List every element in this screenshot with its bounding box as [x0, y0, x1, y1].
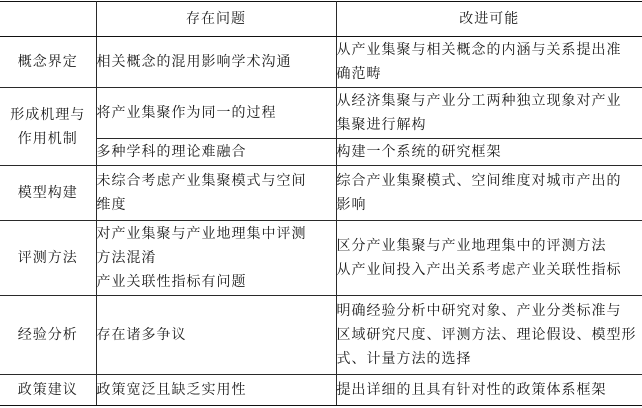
improvement-line: 明确经验分析中研究对象、产业分类标准与 — [336, 303, 622, 319]
header-improvements: 改进可能 — [336, 2, 642, 37]
improvement-line: 集聚进行解构 — [336, 117, 427, 133]
improvement-line: 从产业间投入产出关系考虑产业关联性指标 — [336, 262, 622, 278]
improvement-line: 综合产业集聚模式、空间维度对城市产出的 — [336, 173, 622, 189]
improvement-cell — [336, 296, 642, 375]
improvement-cell — [336, 166, 642, 221]
row-category — [0, 88, 96, 166]
problem-line: 对产业集聚与产业地理集中评测 — [96, 226, 307, 242]
problem-cell — [96, 221, 336, 296]
table-row — [0, 221, 642, 296]
improvement-line: 式、计量方法的选择 — [336, 351, 472, 367]
table-row — [0, 139, 642, 166]
table-header-row — [0, 2, 642, 37]
improvement-line: 影响 — [336, 197, 367, 213]
improvement-cell — [336, 139, 642, 166]
table-row — [0, 296, 642, 375]
problem-cell — [96, 139, 336, 166]
problem-line: 将产业集聚作为同一的过程 — [96, 105, 277, 121]
category-line: 作用机制 — [17, 130, 78, 147]
improvement-line: 从产业集聚与相关概念的内涵与关系提出准 — [336, 42, 622, 58]
problem-cell — [96, 166, 336, 221]
improvement-line: 区分产业集聚与产业地理集中的评测方法 — [336, 238, 607, 254]
problem-cell — [96, 296, 336, 375]
improvement-line: 确范畴 — [336, 66, 382, 82]
row-category: 经验分析 — [0, 296, 96, 375]
problem-line: 政策宽泛且缺乏实用性 — [96, 382, 247, 398]
improvement-cell — [336, 221, 642, 296]
problem-line: 产业关联性指标有问题 — [96, 274, 247, 290]
improvement-line: 构建一个系统的研究框架 — [336, 144, 502, 160]
improvement-cell — [336, 37, 642, 88]
improvement-cell — [336, 375, 642, 406]
problem-line: 多种学科的理论难融合 — [96, 144, 247, 160]
improvement-cell — [336, 88, 642, 139]
improvement-line: 提出详细的且具有针对性的政策体系框架 — [336, 382, 607, 398]
row-category: 评测方法 — [0, 221, 96, 296]
improvement-line: 区域研究尺度、评测方法、理论假设、模型形 — [336, 327, 637, 343]
row-category: 模型构建 — [0, 166, 96, 221]
problem-line: 未综合考虑产业集聚模式与空间 — [96, 173, 307, 189]
header-corner-cell — [0, 2, 96, 37]
table-row — [0, 88, 642, 139]
problem-line: 相关概念的混用影响学术沟通 — [96, 54, 292, 70]
problem-cell — [96, 88, 336, 139]
problem-line: 维度 — [96, 197, 127, 213]
table-row — [0, 166, 642, 221]
header-problems: 存在问题 — [96, 2, 336, 37]
table-row — [0, 37, 642, 88]
category-line: 形成机理与 — [10, 106, 86, 123]
comparison-table — [0, 1, 642, 406]
row-category: 政策建议 — [0, 375, 96, 406]
row-category: 概念界定 — [0, 37, 96, 88]
problem-cell — [96, 37, 336, 88]
improvement-line: 从经济集聚与产业分工两种独立现象对产业 — [336, 93, 622, 109]
problem-cell — [96, 375, 336, 406]
problem-line: 方法混淆 — [96, 250, 157, 266]
table-row — [0, 375, 642, 406]
problem-line: 存在诸多争议 — [96, 327, 187, 343]
